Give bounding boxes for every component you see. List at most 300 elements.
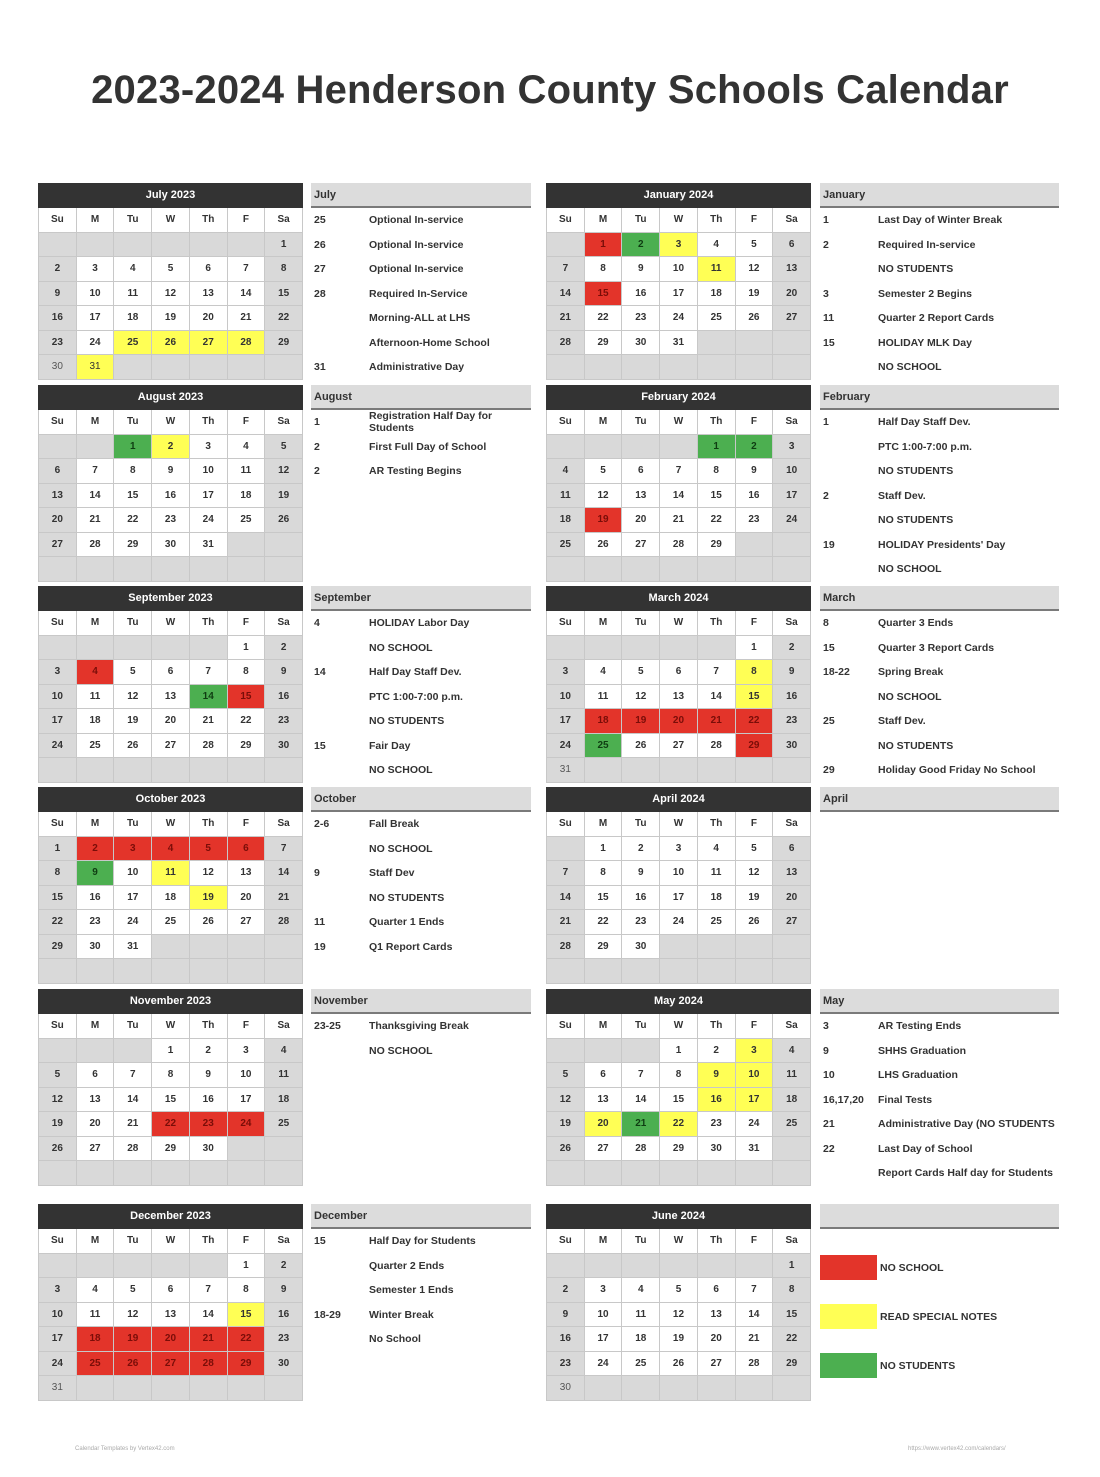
empty-day-cell [698, 1254, 736, 1279]
day-cell: 29 [698, 533, 736, 558]
empty-day-cell [190, 1161, 228, 1186]
weekday-header: Su [39, 1014, 77, 1039]
day-cell: 26 [547, 1137, 585, 1162]
day-cell: 10 [773, 459, 811, 484]
note-row [820, 331, 1059, 356]
empty-day-cell [114, 1039, 152, 1064]
empty-day-cell [39, 1254, 77, 1279]
empty-day-cell [547, 1254, 585, 1279]
note-text: Registration Half Day for Students [369, 410, 493, 435]
month-title: July 2023 [38, 183, 303, 208]
day-cell: 11 [152, 861, 190, 886]
weekday-header: Th [190, 611, 228, 636]
weekday-header: Th [190, 812, 228, 837]
day-cell: 3 [77, 257, 115, 282]
month-title: October 2023 [38, 787, 303, 812]
empty-day-cell [39, 758, 77, 783]
day-cell: 28 [190, 734, 228, 759]
empty-day-cell [660, 636, 698, 661]
month-calendar-sep [38, 586, 303, 783]
day-cell: 27 [228, 910, 266, 935]
day-cell: 28 [547, 331, 585, 356]
notes-title: November [311, 989, 531, 1014]
day-cell: 26 [114, 1352, 152, 1377]
month-notes-aug [311, 385, 531, 484]
day-cell: 18 [114, 306, 152, 331]
empty-day-cell [152, 1376, 190, 1401]
day-cell: 27 [152, 1352, 190, 1377]
month-title: August 2023 [38, 385, 303, 410]
empty-day-cell [547, 837, 585, 862]
day-cell: 2 [773, 636, 811, 661]
month-notes-nov [311, 989, 531, 1063]
day-cell: 16 [39, 306, 77, 331]
day-cell: 4 [77, 660, 115, 685]
day-cell: 24 [77, 331, 115, 356]
day-cell: 10 [114, 861, 152, 886]
empty-day-cell [622, 1254, 660, 1279]
day-cell: 9 [547, 1303, 585, 1328]
empty-day-cell [114, 959, 152, 984]
note-text: Optional In-service [369, 214, 464, 227]
weekday-header: F [736, 1014, 774, 1039]
weekday-header: Tu [622, 410, 660, 435]
note-text: Semester 2 Begins [878, 287, 972, 300]
empty-day-cell [39, 959, 77, 984]
empty-day-cell [190, 959, 228, 984]
month-grid [38, 1014, 303, 1186]
note-date: 15 [823, 336, 835, 349]
day-cell: 20 [190, 306, 228, 331]
day-cell: 22 [736, 709, 774, 734]
day-cell: 5 [585, 459, 623, 484]
day-cell: 6 [698, 1278, 736, 1303]
note-date: 2-6 [314, 818, 330, 831]
month-title: December 2023 [38, 1204, 303, 1229]
legend-label: READ SPECIAL NOTES [880, 1310, 998, 1323]
day-cell: 11 [547, 484, 585, 509]
weekday-header: Tu [114, 1014, 152, 1039]
day-cell: 7 [736, 1278, 774, 1303]
month-notes-apr [820, 787, 1059, 812]
day-cell: 8 [228, 1278, 266, 1303]
day-cell: 4 [698, 837, 736, 862]
day-cell: 21 [547, 306, 585, 331]
month-title: September 2023 [38, 586, 303, 611]
empty-day-cell [698, 758, 736, 783]
day-cell: 22 [228, 1327, 266, 1352]
day-cell: 12 [265, 459, 303, 484]
day-cell: 19 [190, 886, 228, 911]
note-text: HOLIDAY Presidents' Day [878, 538, 1006, 551]
day-cell: 25 [114, 331, 152, 356]
note-date: 11 [314, 916, 326, 929]
day-cell: 16 [622, 886, 660, 911]
note-text: Staff Dev [369, 867, 415, 880]
day-cell: 19 [585, 508, 623, 533]
day-cell: 4 [152, 837, 190, 862]
weekday-header: Su [547, 1014, 585, 1039]
empty-day-cell [622, 435, 660, 460]
day-cell: 22 [39, 910, 77, 935]
day-cell: 13 [622, 484, 660, 509]
empty-day-cell [265, 557, 303, 582]
weekday-header: Sa [773, 812, 811, 837]
month-grid [546, 1014, 811, 1186]
day-cell: 2 [622, 837, 660, 862]
weekday-header: Su [547, 1229, 585, 1254]
day-cell: 5 [39, 1063, 77, 1088]
empty-day-cell [228, 959, 266, 984]
empty-day-cell [660, 435, 698, 460]
day-cell: 8 [39, 861, 77, 886]
day-cell: 25 [77, 734, 115, 759]
note-date: 26 [314, 238, 326, 251]
day-cell: 25 [698, 910, 736, 935]
month-notes-mar [820, 586, 1059, 783]
day-cell: 20 [660, 709, 698, 734]
note-text: Final Tests [878, 1093, 933, 1106]
empty-day-cell [660, 557, 698, 582]
day-cell: 4 [265, 1039, 303, 1064]
day-cell: 28 [698, 734, 736, 759]
empty-day-cell [77, 233, 115, 258]
day-cell: 2 [736, 435, 774, 460]
legend-item-green [820, 1353, 955, 1378]
day-cell: 26 [114, 734, 152, 759]
weekday-header: Sa [773, 1014, 811, 1039]
empty-day-cell [736, 758, 774, 783]
empty-day-cell [265, 1161, 303, 1186]
month-grid [546, 208, 811, 380]
day-cell: 13 [39, 484, 77, 509]
day-cell: 21 [698, 709, 736, 734]
empty-day-cell [622, 959, 660, 984]
day-cell: 19 [736, 886, 774, 911]
empty-day-cell [660, 959, 698, 984]
note-date: 3 [823, 1020, 829, 1033]
day-cell: 24 [585, 1352, 623, 1377]
note-text: Half Day for Students [369, 1235, 476, 1248]
day-cell: 5 [114, 1278, 152, 1303]
weekday-header: Tu [622, 611, 660, 636]
empty-day-cell [265, 758, 303, 783]
note-date: 14 [314, 666, 326, 679]
day-cell: 29 [114, 533, 152, 558]
day-cell: 18 [77, 709, 115, 734]
day-cell: 1 [773, 1254, 811, 1279]
empty-day-cell [265, 533, 303, 558]
weekday-header: W [152, 208, 190, 233]
note-row [820, 1014, 1059, 1039]
weekday-header: F [228, 410, 266, 435]
day-cell: 5 [660, 1278, 698, 1303]
day-cell: 7 [190, 660, 228, 685]
note-text: Report Cards Half day for Students [878, 1167, 1054, 1180]
empty-day-cell [190, 1376, 228, 1401]
day-cell: 6 [152, 660, 190, 685]
day-cell: 15 [228, 1303, 266, 1328]
note-date: 1 [314, 416, 320, 429]
day-cell: 21 [660, 508, 698, 533]
day-cell: 4 [228, 435, 266, 460]
day-cell: 31 [39, 1376, 77, 1401]
day-cell: 27 [660, 734, 698, 759]
day-cell: 20 [152, 1327, 190, 1352]
weekday-header: Su [39, 812, 77, 837]
day-cell: 20 [77, 1112, 115, 1137]
day-cell: 1 [152, 1039, 190, 1064]
notes-title [820, 1204, 1059, 1229]
note-row [311, 1014, 531, 1039]
day-cell: 10 [228, 1063, 266, 1088]
note-date: 10 [823, 1069, 835, 1082]
day-cell: 18 [547, 508, 585, 533]
empty-day-cell [39, 636, 77, 661]
notes-title: October [311, 787, 531, 812]
day-cell: 3 [547, 660, 585, 685]
day-cell: 31 [114, 935, 152, 960]
day-cell: 27 [773, 910, 811, 935]
note-row [820, 257, 1059, 282]
day-cell: 27 [622, 533, 660, 558]
note-text: NO STUDENTS [369, 715, 445, 728]
day-cell: 2 [622, 233, 660, 258]
day-cell: 19 [114, 709, 152, 734]
empty-day-cell [773, 557, 811, 582]
empty-day-cell [190, 636, 228, 661]
legend-label: NO SCHOOL [880, 1261, 944, 1274]
empty-day-cell [228, 533, 266, 558]
day-cell: 30 [77, 935, 115, 960]
weekday-header: Sa [773, 1229, 811, 1254]
day-cell: 25 [77, 1352, 115, 1377]
empty-day-cell [152, 935, 190, 960]
day-cell: 23 [622, 306, 660, 331]
month-grid [38, 812, 303, 984]
day-cell: 26 [736, 306, 774, 331]
day-cell: 2 [265, 636, 303, 661]
day-cell: 12 [152, 282, 190, 307]
day-cell: 24 [39, 734, 77, 759]
empty-day-cell [114, 233, 152, 258]
day-cell: 20 [585, 1112, 623, 1137]
day-cell: 2 [698, 1039, 736, 1064]
empty-day-cell [190, 233, 228, 258]
day-cell: 10 [660, 257, 698, 282]
notes-title: February [820, 385, 1059, 410]
note-text: NO SCHOOL [878, 361, 942, 374]
day-cell: 6 [773, 233, 811, 258]
empty-day-cell [736, 935, 774, 960]
day-cell: 14 [190, 685, 228, 710]
legend-swatch [820, 1255, 877, 1280]
note-date: 2 [823, 238, 829, 251]
day-cell: 16 [773, 685, 811, 710]
weekday-header: W [660, 410, 698, 435]
day-cell: 7 [77, 459, 115, 484]
day-cell: 27 [585, 1137, 623, 1162]
day-cell: 3 [660, 837, 698, 862]
empty-day-cell [585, 1254, 623, 1279]
month-notes-dec [311, 1204, 531, 1352]
note-row [820, 758, 1059, 783]
weekday-header: Sa [773, 208, 811, 233]
note-row [311, 1254, 531, 1279]
note-row [820, 1137, 1059, 1162]
day-cell: 2 [77, 837, 115, 862]
note-row [820, 533, 1059, 558]
day-cell: 9 [152, 459, 190, 484]
footer-url[interactable]: https://www.vertex42.com/calendars/ [908, 1446, 1006, 1452]
day-cell: 13 [77, 1088, 115, 1113]
note-text: Quarter 2 Report Cards [878, 312, 995, 325]
empty-day-cell [736, 331, 774, 356]
day-cell: 25 [585, 734, 623, 759]
day-cell: 6 [39, 459, 77, 484]
empty-day-cell [622, 758, 660, 783]
note-text: PTC 1:00-7:00 p.m. [369, 690, 463, 703]
day-cell: 31 [547, 758, 585, 783]
note-row [820, 306, 1059, 331]
day-cell: 14 [228, 282, 266, 307]
empty-day-cell [773, 758, 811, 783]
empty-day-cell [228, 557, 266, 582]
empty-day-cell [152, 355, 190, 380]
notes-title: May [820, 989, 1059, 1014]
weekday-header: M [77, 208, 115, 233]
empty-day-cell [698, 959, 736, 984]
day-cell: 30 [39, 355, 77, 380]
note-row [820, 1088, 1059, 1113]
day-cell: 14 [547, 886, 585, 911]
note-text: Half Day Staff Dev. [878, 416, 971, 429]
day-cell: 22 [152, 1112, 190, 1137]
day-cell: 15 [585, 886, 623, 911]
weekday-header: F [736, 1229, 774, 1254]
day-cell: 13 [152, 685, 190, 710]
legend-label: NO STUDENTS [880, 1359, 956, 1372]
day-cell: 23 [39, 331, 77, 356]
empty-day-cell [660, 758, 698, 783]
day-cell: 4 [585, 660, 623, 685]
day-cell: 10 [736, 1063, 774, 1088]
empty-day-cell [39, 1039, 77, 1064]
empty-day-cell [228, 355, 266, 380]
note-text: HOLIDAY Labor Day [369, 617, 470, 630]
month-calendar-jun [546, 1204, 811, 1401]
note-text: Fall Break [369, 818, 420, 831]
day-cell: 15 [585, 282, 623, 307]
day-cell: 21 [228, 306, 266, 331]
note-date: 21 [823, 1118, 835, 1131]
note-row [820, 233, 1059, 258]
day-cell: 4 [547, 459, 585, 484]
day-cell: 24 [228, 1112, 266, 1137]
note-row [311, 208, 531, 233]
day-cell: 28 [547, 935, 585, 960]
day-cell: 3 [228, 1039, 266, 1064]
day-cell: 22 [265, 306, 303, 331]
day-cell: 23 [547, 1352, 585, 1377]
day-cell: 1 [265, 233, 303, 258]
weekday-header: Sa [265, 1014, 303, 1039]
day-cell: 16 [152, 484, 190, 509]
month-grid [546, 812, 811, 984]
day-cell: 10 [190, 459, 228, 484]
day-cell: 6 [77, 1063, 115, 1088]
notes-title: August [311, 385, 531, 410]
weekday-header: Tu [114, 812, 152, 837]
empty-day-cell [698, 935, 736, 960]
empty-day-cell [547, 1161, 585, 1186]
day-cell: 28 [265, 910, 303, 935]
day-cell: 16 [547, 1327, 585, 1352]
day-cell: 18 [265, 1088, 303, 1113]
day-cell: 5 [152, 257, 190, 282]
note-row [311, 459, 531, 484]
day-cell: 1 [39, 837, 77, 862]
note-row [311, 410, 531, 435]
note-date: 15 [314, 739, 326, 752]
day-cell: 19 [265, 484, 303, 509]
day-cell: 9 [736, 459, 774, 484]
note-text: NO STUDENTS [878, 465, 954, 478]
weekday-header: F [228, 208, 266, 233]
day-cell: 2 [39, 257, 77, 282]
month-title: May 2024 [546, 989, 811, 1014]
note-row [311, 1229, 531, 1254]
day-cell: 11 [77, 1303, 115, 1328]
empty-day-cell [547, 959, 585, 984]
day-cell: 31 [190, 533, 228, 558]
note-date: 25 [823, 715, 835, 728]
day-cell: 1 [228, 636, 266, 661]
day-cell: 17 [114, 886, 152, 911]
empty-day-cell [547, 233, 585, 258]
empty-day-cell [228, 1376, 266, 1401]
empty-day-cell [698, 1376, 736, 1401]
weekday-header: F [736, 410, 774, 435]
day-cell: 12 [585, 484, 623, 509]
note-text: Administrative Day [369, 361, 465, 374]
empty-day-cell [622, 1161, 660, 1186]
month-notes-sep [311, 586, 531, 783]
empty-day-cell [114, 1254, 152, 1279]
day-cell: 19 [39, 1112, 77, 1137]
note-date: 8 [823, 617, 829, 630]
day-cell: 7 [265, 837, 303, 862]
weekday-header: W [152, 611, 190, 636]
empty-day-cell [660, 935, 698, 960]
day-cell: 23 [265, 709, 303, 734]
day-cell: 31 [660, 331, 698, 356]
day-cell: 15 [228, 685, 266, 710]
day-cell: 3 [190, 435, 228, 460]
month-grid [546, 611, 811, 783]
day-cell: 21 [77, 508, 115, 533]
day-cell: 13 [152, 1303, 190, 1328]
empty-day-cell [736, 959, 774, 984]
day-cell: 29 [585, 935, 623, 960]
note-text: Morning-ALL at LHS [369, 312, 471, 325]
day-cell: 6 [152, 1278, 190, 1303]
weekday-header: Su [547, 208, 585, 233]
empty-day-cell [190, 758, 228, 783]
day-cell: 9 [622, 861, 660, 886]
empty-day-cell [265, 1376, 303, 1401]
note-row [820, 611, 1059, 636]
